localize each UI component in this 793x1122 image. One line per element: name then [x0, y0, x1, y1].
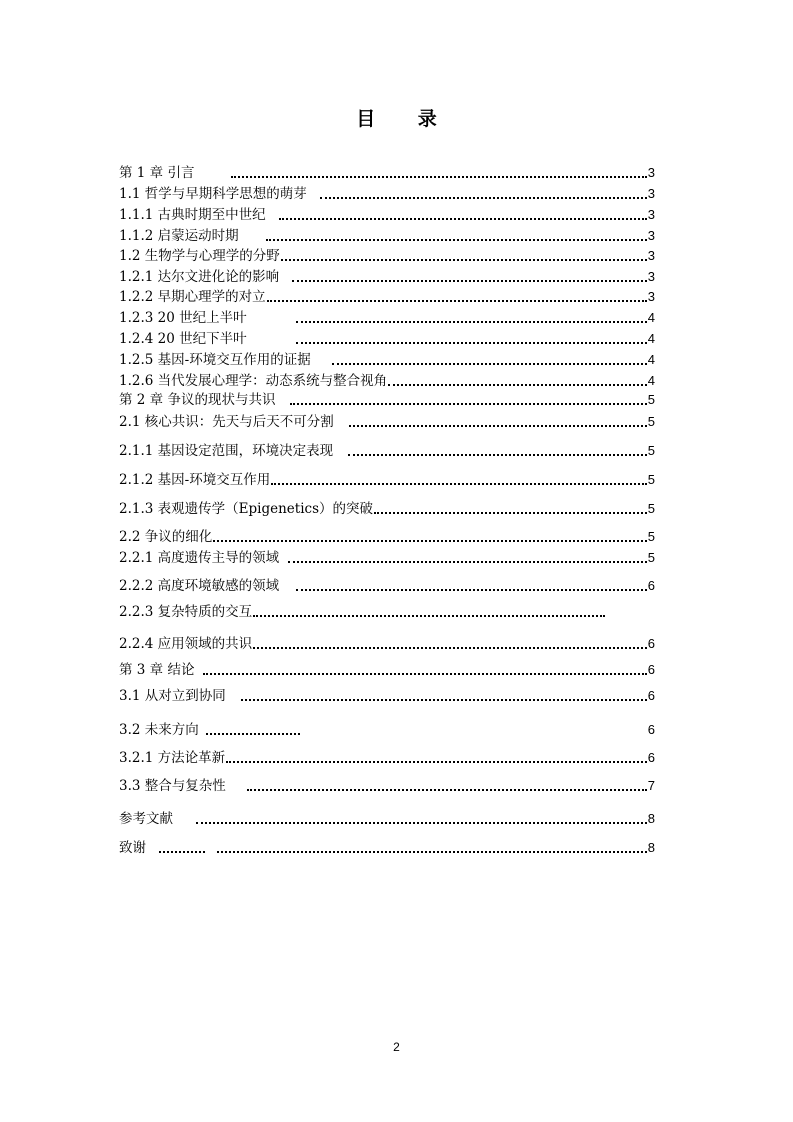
toc-entry-label: 1.2.4 20 世纪下半叶 [119, 331, 247, 347]
dot-leader [292, 280, 647, 282]
toc-entry[interactable] [119, 576, 655, 596]
toc-entry-page: 3 [647, 289, 655, 304]
toc-entry-page: 5 [647, 501, 655, 516]
toc-entry-page: 3 [647, 269, 655, 284]
dot-leader [196, 822, 647, 824]
dot-leader [241, 699, 647, 701]
toc-entry-page: 5 [647, 414, 655, 429]
page-number: 2 [393, 1040, 400, 1054]
toc-entry-label: 3.2.1 方法论革新 [119, 750, 226, 766]
toc-entry-label: 2.1.2 基因-环境交互作用 [119, 472, 271, 488]
dot-leader [226, 761, 647, 763]
toc-entry[interactable] [119, 163, 655, 183]
toc-entry-label: 1.2.3 20 世纪上半叶 [119, 310, 247, 326]
toc-entry[interactable] [119, 499, 655, 519]
toc-entry-label: 第 1 章 引言 [119, 165, 195, 181]
toc-entry-label: 第 2 章 争议的现状与共识 [119, 392, 276, 408]
dot-leader [279, 218, 647, 220]
toc-entry-page: 6 [647, 722, 655, 737]
toc-entry-label: 2.1 核心共识：先天与后天不可分割 [119, 414, 334, 430]
dot-leader [374, 512, 647, 514]
toc-entry-page: 4 [647, 310, 655, 325]
dot-leader [320, 197, 647, 199]
toc-entry-page: 5 [647, 529, 655, 544]
toc-entry-page: 3 [647, 207, 655, 222]
dot-leader [348, 454, 647, 456]
toc-entry[interactable] [119, 686, 655, 706]
toc-entry[interactable] [119, 441, 655, 461]
toc-entry[interactable] [119, 838, 655, 858]
dot-leader [349, 425, 647, 427]
dot-leader [266, 239, 647, 241]
dot-leader [253, 615, 605, 617]
toc-entry-label: 3.1 从对立到协同 [119, 688, 226, 704]
dot-leader [213, 540, 647, 542]
toc-entry-label: 1.1.1 古典时期至中世纪 [119, 207, 266, 223]
dot-leader [281, 259, 647, 261]
toc-entry-page: 5 [647, 472, 655, 487]
toc-entry-page: 5 [647, 550, 655, 565]
toc-entry-page: 6 [647, 636, 655, 651]
toc-entry-page: 4 [647, 352, 655, 367]
toc-entry[interactable] [119, 287, 655, 307]
toc-entry-label: 2.2.3 复杂特质的交互 [119, 604, 253, 620]
toc-entry[interactable] [119, 720, 655, 740]
toc-entry[interactable] [119, 660, 655, 680]
toc-entry[interactable] [119, 329, 655, 349]
toc-entry-label: 2.2.4 应用领域的共识 [119, 636, 253, 652]
toc-entry-page: 8 [647, 840, 655, 855]
toc-entry-label: 1.2.5 基因-环境交互作用的证据 [119, 352, 311, 368]
toc-entry[interactable] [119, 527, 655, 547]
toc-entry-page: 6 [647, 578, 655, 593]
toc-entry[interactable] [119, 205, 655, 225]
dot-leader [271, 483, 647, 485]
toc-entry[interactable] [119, 602, 655, 622]
toc-entry-label: 2.2 争议的细化 [119, 529, 213, 545]
toc-entry-page: 3 [647, 228, 655, 243]
toc-entry-label: 3.2 未来方向 [119, 722, 199, 738]
dot-leader [247, 789, 647, 791]
dot-leader [267, 300, 647, 302]
toc-entry[interactable] [119, 809, 655, 829]
toc-entry-page: 4 [647, 331, 655, 346]
toc-entry-page: 3 [647, 165, 655, 180]
dot-leader [231, 176, 646, 178]
toc-entry[interactable] [119, 246, 655, 266]
toc-entry[interactable] [119, 748, 655, 768]
dot-leader [253, 647, 647, 649]
toc-entry-label: 第 3 章 结论 [119, 662, 195, 678]
toc-entry-label: 1.2.6 当代发展心理学：动态系统与整合视角 [119, 373, 388, 389]
toc-entry-page: 6 [647, 750, 655, 765]
toc-entry-page: 3 [647, 248, 655, 263]
toc-entry-page: 5 [647, 392, 655, 407]
dot-leader [217, 851, 647, 853]
toc-entry[interactable] [119, 308, 655, 328]
toc-entry[interactable] [119, 390, 655, 410]
toc-entry[interactable] [119, 470, 655, 490]
toc-entry-label: 2.2.2 高度环境敏感的领域 [119, 578, 280, 594]
toc-entry[interactable] [119, 634, 655, 654]
toc-entry-page: 6 [647, 662, 655, 677]
dot-leader [296, 321, 647, 323]
toc-entry-label: 致谢 [119, 840, 146, 856]
toc-entry-label: 1.1 哲学与早期科学思想的萌芽 [119, 186, 307, 202]
toc-entry[interactable] [119, 184, 655, 204]
toc-entry-label: 1.2.2 早期心理学的对立 [119, 289, 266, 305]
toc-entry-label: 2.1.1 基因设定范围，环境决定表现 [119, 443, 334, 459]
toc-entry-page: 5 [647, 443, 655, 458]
toc-entry-label: 3.3 整合与复杂性 [119, 778, 226, 794]
toc-title: 目 录 [356, 108, 455, 130]
dot-leader [159, 851, 205, 853]
toc-entry[interactable] [119, 776, 655, 796]
toc-entry-label: 1.2.1 达尔文进化论的影响 [119, 269, 280, 285]
toc-entry[interactable] [119, 350, 655, 370]
toc-entry-page: 8 [647, 811, 655, 826]
toc-entry-label: 1.2 生物学与心理学的分野 [119, 248, 280, 264]
dot-leader [296, 589, 647, 591]
toc-entry-label: 参考文献 [119, 811, 173, 827]
toc-entry[interactable] [119, 548, 655, 568]
toc-entry-page: 6 [647, 688, 655, 703]
dot-leader [288, 561, 647, 563]
toc-entry[interactable] [119, 371, 655, 391]
toc-entry-page: 4 [647, 373, 655, 388]
dot-leader [203, 673, 646, 675]
dot-leader [296, 342, 647, 344]
toc-entry-label: 1.1.2 启蒙运动时期 [119, 228, 239, 244]
toc-entry-page: 7 [647, 778, 655, 793]
toc-entry-label: 2.1.3 表观遗传学（Epigenetics）的突破 [119, 501, 374, 517]
dot-leader [290, 403, 646, 405]
toc-entry-page: 3 [647, 186, 655, 201]
toc-entry-label: 2.2.1 高度遗传主导的领域 [119, 550, 280, 566]
dot-leader [332, 363, 647, 365]
toc-entry[interactable] [119, 226, 655, 246]
toc-entry[interactable] [119, 412, 655, 432]
dot-leader [206, 733, 300, 735]
toc-entry[interactable] [119, 267, 655, 287]
dot-leader [388, 384, 647, 386]
